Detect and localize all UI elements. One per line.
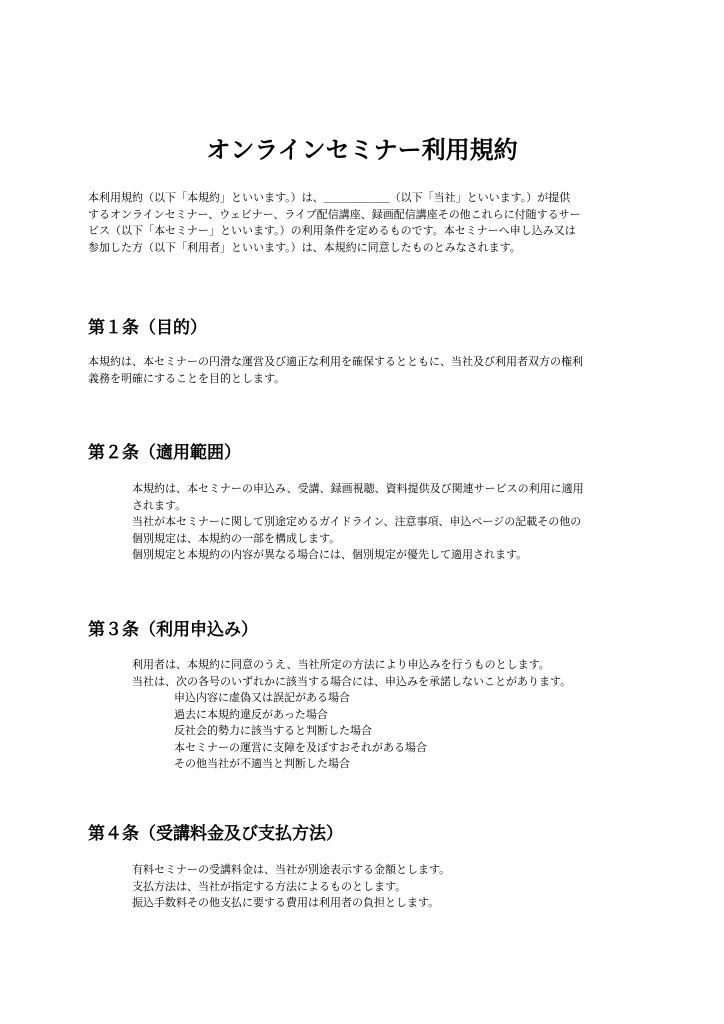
paragraph-line: されます。 <box>132 498 187 512</box>
article-4-paragraph-3 <box>132 895 439 912</box>
paragraph-line: 当社は、次の各号のいずれかに該当する場合には、申込みを承諾しないことがあります。 <box>132 674 572 688</box>
paragraph-line: 有料セミナーの受講料金は、当社が別途表示する金額とします。 <box>132 863 451 876</box>
article-2-paragraph-2 <box>132 514 581 547</box>
intro-line: ビス（以下「本セミナー」といいます。）の利用条件を定めるものです。本セミナーへ申し込み又は <box>88 224 576 237</box>
article-3-heading: 第３条（利用申込み） <box>88 620 258 640</box>
paragraph-line: 個別規定と本規約の内容が異なる場合には、個別規定が優先して適用されます。 <box>132 548 528 561</box>
list-item: その他当社が不適当と判断した場合 <box>174 757 350 770</box>
article-3-paragraph-1 <box>132 657 550 674</box>
document-title: オンラインセミナー利用規約 <box>206 136 518 165</box>
article-4-paragraph-2 <box>132 879 406 896</box>
article-3-item-list <box>174 690 427 773</box>
intro-line: 参加した方（以下「利用者」といいます。）は、本規約に同意したものとみなされます。 <box>88 240 521 254</box>
paragraph-line: 本規約は、本セミナーの円滑な運営及び適正な利用を確保するとともに、当社及び利用者双方の権利 <box>88 355 583 368</box>
paragraph-line: 支払方法は、当社が指定する方法によるものとします。 <box>132 879 407 893</box>
paragraph-line: 振込手数料その他支払に要する費用は利用者の負担とします。 <box>132 896 440 909</box>
article-2-heading: 第２条（適用範囲） <box>88 443 241 463</box>
intro-line: するオンラインセミナー、ウェビナー、ライブ配信講座、録画配信講座その他これらに付随するサー <box>88 207 581 221</box>
article-3-paragraph-2 <box>132 674 571 691</box>
paragraph-line: 本規約は、本セミナーの申込み、受講、録画視聴、資料提供及び関連サービスの利用に適用 <box>132 482 584 495</box>
article-4-heading: 第４条（受講料金及び支払方法） <box>88 824 343 844</box>
article-1-paragraph <box>88 354 583 387</box>
intro-paragraph <box>88 190 640 256</box>
list-item: 本セミナーの運営に支障を及ぼすおそれがある場合 <box>174 740 427 754</box>
article-2-paragraph-3 <box>132 547 527 564</box>
paragraph-line: 個別規定は、本規約の一部を構成します。 <box>132 531 341 545</box>
paragraph-line: 利用者は、本規約に同意のうえ、当社所定の方法により申込みを行うものとします。 <box>132 658 550 671</box>
article-2-paragraph-1 <box>132 481 584 514</box>
list-item: 反社会的勢力に該当すると判断した場合 <box>174 724 372 737</box>
paragraph-line: 当社が本セミナーに関して別途定めるガイドライン、注意事項、申込ページの記載その他の <box>132 515 582 528</box>
list-item: 申込内容に虚偽又は誤記がある場合 <box>174 691 350 704</box>
intro-line: 本利用規約（以下「本規約」といいます。）は、＿＿＿＿＿＿（以下「当社」といいます。）が提供 <box>88 191 571 204</box>
paragraph-line: 義務を明確にすることを目的とします。 <box>88 371 286 385</box>
list-item: 過去に本規約違反があった場合 <box>174 707 328 721</box>
article-4-paragraph-1 <box>132 862 450 879</box>
article-1-heading: 第１条（目的） <box>88 318 207 338</box>
